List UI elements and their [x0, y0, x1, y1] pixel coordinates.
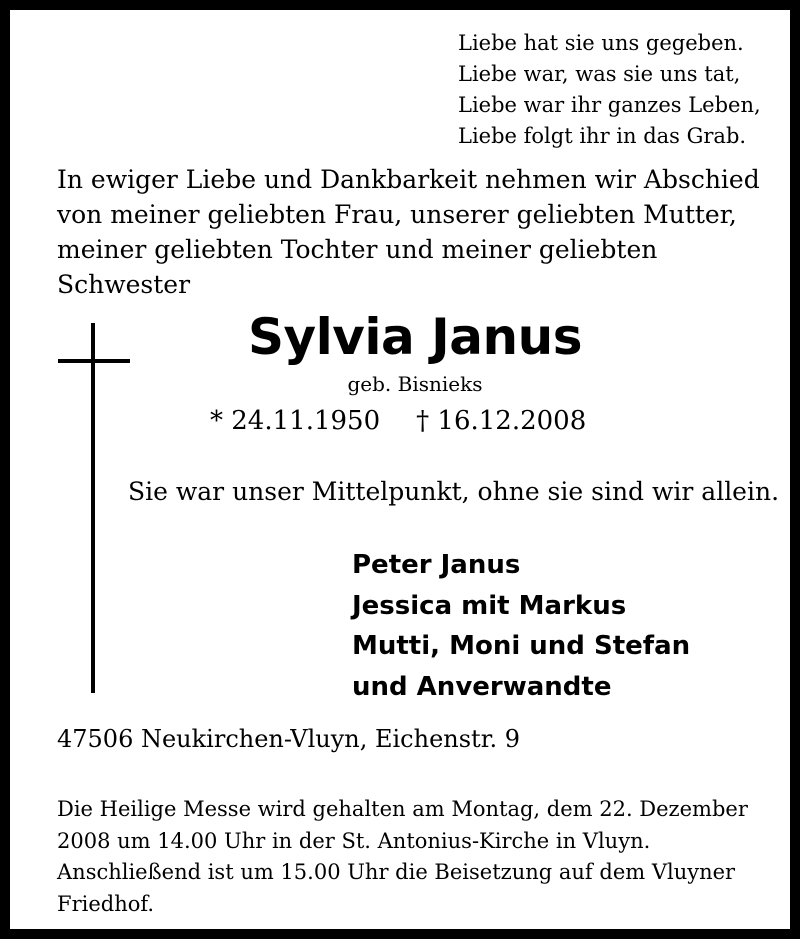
poem-line: Liebe war, was sie uns tat, — [458, 62, 741, 86]
mass-info-line: Anschließend ist um 15.00 Uhr die Beisetzung auf dem Vluyner — [57, 860, 736, 884]
cross-icon — [58, 323, 130, 693]
motto: Sie war unser Mittelpunkt, ohne sie sind wir allein. — [128, 477, 780, 506]
poem-line: Liebe folgt ihr in das Grab. — [458, 124, 747, 148]
life-dates — [210, 403, 586, 439]
birth-date: * 24.11.1950 — [210, 406, 381, 436]
death-date: † 16.12.2008 — [416, 406, 587, 436]
farewell-text — [57, 162, 787, 302]
mourner: Peter Janus — [352, 550, 521, 580]
mourner: Jessica mit Markus — [352, 590, 627, 621]
mourner: und Anverwandte — [352, 671, 612, 702]
mourner: Mutti, Moni und Stefan — [352, 631, 691, 661]
mass-info-line: Friedhof. — [57, 891, 155, 916]
farewell-line: meiner geliebten Tochter und meiner geliebten — [57, 235, 658, 264]
mass-info — [57, 794, 797, 920]
mass-info-line: Die Heilige Messe wird gehalten am Montag, dem 22. Dezember — [57, 797, 748, 821]
poem — [458, 28, 761, 152]
farewell-line: In ewiger Liebe und Dankbarkeit nehmen wir Abschied — [57, 165, 760, 194]
farewell-line: von meiner geliebten Frau, unserer geliebten Mutter, — [57, 200, 737, 229]
mourners-list — [352, 545, 690, 707]
poem-line: Liebe hat sie uns gegeben. — [458, 31, 744, 55]
mass-info-line: 2008 um 14.00 Uhr in der St. Antonius-Kirche in Vluyn. — [57, 828, 651, 853]
poem-line: Liebe war ihr ganzes Leben, — [458, 93, 761, 117]
farewell-line: Schwester — [57, 270, 191, 299]
address: 47506 Neukirchen-Vluyn, Eichenstr. 9 — [57, 725, 521, 753]
deceased-name: Sylvia Janus — [248, 308, 582, 366]
birth-name: geb. Bisnieks — [347, 372, 483, 396]
